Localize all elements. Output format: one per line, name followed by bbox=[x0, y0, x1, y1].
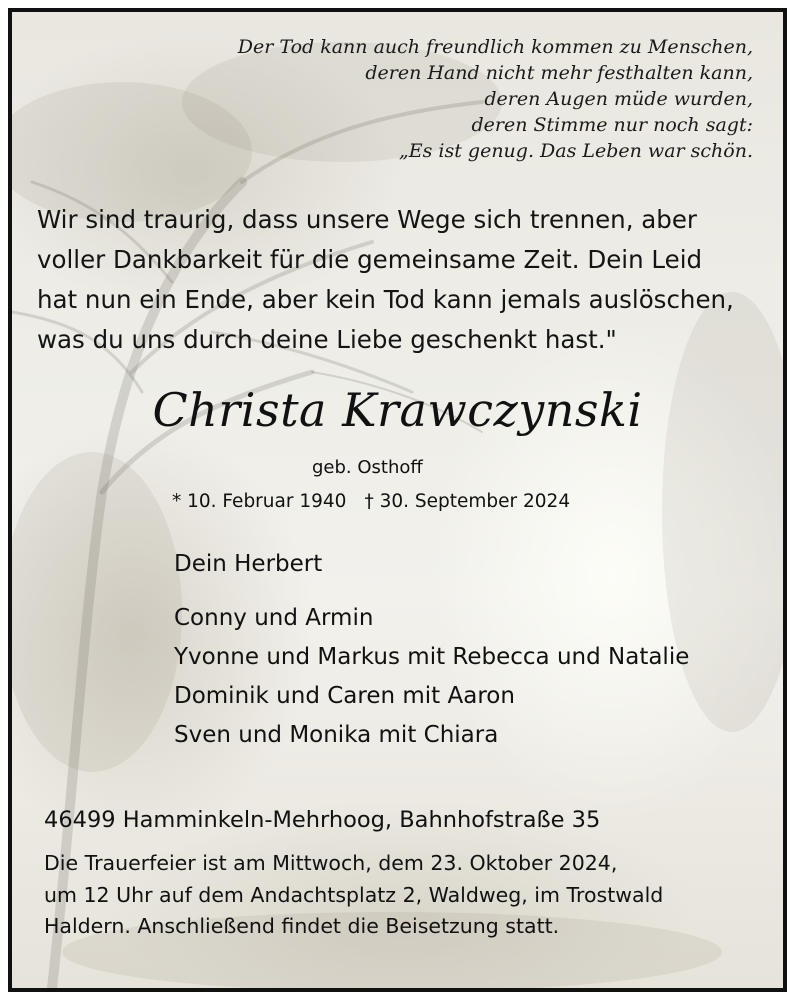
mourners-list bbox=[174, 545, 689, 755]
poem-line: Der Tod kann auch freundlich kommen zu Menschen, bbox=[237, 36, 753, 58]
poem bbox=[238, 34, 753, 164]
family-member: Yvonne und Markus mit Rebecca und Natalie bbox=[174, 644, 690, 670]
poem-line: „Es ist genug. Das Leben war schön. bbox=[398, 140, 753, 162]
maiden-name: geb. Osthoff bbox=[312, 457, 423, 478]
poem-line: deren Hand nicht mehr festhalten kann, bbox=[365, 62, 753, 84]
deceased-name: Christa Krawczynski bbox=[152, 383, 643, 437]
family-member: Sven und Monika mit Chiara bbox=[174, 722, 499, 748]
funeral-service-info bbox=[44, 848, 663, 943]
obituary-frame bbox=[8, 8, 787, 992]
quote-line: was du uns durch deine Liebe geschenkt hast." bbox=[37, 325, 617, 354]
death-date: † 30. September 2024 bbox=[364, 491, 571, 512]
quote-line: Wir sind traurig, dass unsere Wege sich trennen, aber bbox=[37, 205, 697, 234]
family-member: Conny und Armin bbox=[174, 605, 374, 631]
life-dates bbox=[172, 489, 570, 515]
family-member: Dominik und Caren mit Aaron bbox=[174, 683, 515, 709]
quote-line: hat nun ein Ende, aber kein Tod kann jemals auslöschen, bbox=[37, 285, 734, 314]
quote-line: voller Dankbarkeit für die gemeinsame Zeit. Dein Leid bbox=[37, 245, 703, 274]
poem-line: deren Augen müde wurden, bbox=[484, 88, 753, 110]
service-line: Die Trauerfeier ist am Mittwoch, dem 23. Oktober 2024, bbox=[44, 851, 618, 875]
poem-line: deren Stimme nur noch sagt: bbox=[471, 114, 753, 136]
spouse-name: Dein Herbert bbox=[174, 551, 323, 577]
service-line: Haldern. Anschließend findet die Beisetzung statt. bbox=[44, 914, 560, 938]
quote bbox=[37, 200, 777, 360]
service-line: um 12 Uhr auf dem Andachtsplatz 2, Waldweg, im Trostwald bbox=[44, 882, 664, 907]
address: 46499 Hamminkeln-Mehrhoog, Bahnhofstraße 35 bbox=[44, 807, 601, 833]
birth-date: * 10. Februar 1940 bbox=[172, 491, 347, 512]
